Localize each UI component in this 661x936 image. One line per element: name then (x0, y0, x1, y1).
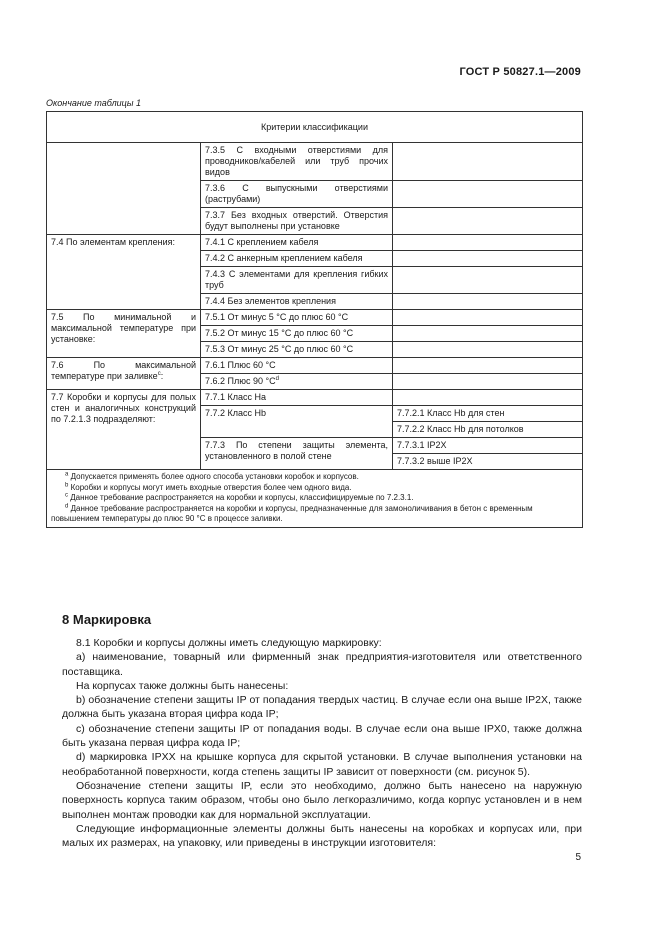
subcriterion-code: 7.7.2.2 (397, 424, 425, 434)
subcriterion-text: Класс Hb для стен (427, 408, 505, 418)
criterion-cell (201, 181, 393, 208)
subcriterion-code: 7.7.3.1 (397, 440, 425, 450)
criterion-cell (201, 342, 393, 358)
criterion-text: Без элементов крепления (227, 296, 336, 306)
criterion-text: По степени защиты элемента, установленного в полой стене (205, 440, 388, 461)
empty-cell (393, 181, 583, 208)
empty-cell (393, 143, 583, 181)
table-row (47, 235, 583, 251)
subcriterion-cell (393, 406, 583, 422)
group-title-cell (47, 235, 201, 310)
subcriterion-cell (393, 454, 583, 470)
criterion-text: Класс Ha (227, 392, 267, 402)
criterion-code: 7.5.1 (205, 312, 226, 322)
footnote-text: Данное требование распространяется на коробки и корпусы, предназначенные для замоноличивания в бетон с временным повышением температуры до плюс 90 °С в процессе заливки. (51, 503, 533, 523)
criterion-code: 7.6.2 (205, 376, 226, 386)
section-body (62, 636, 582, 850)
paragraph: b) обозначение степени защиты IP от попадания твердых частиц. В случае если она выше IP2X, также должна быть указана вторая цифра кода IP; (62, 694, 582, 721)
empty-cell (393, 374, 583, 390)
criterion-cell (201, 358, 393, 374)
footnote (51, 504, 578, 525)
criterion-code: 7.4.1 (205, 237, 226, 247)
criterion-code: 7.4.4 (205, 296, 226, 306)
column-header: Критерии классификации (47, 112, 583, 143)
subcriterion-text: выше IP2X (427, 456, 473, 466)
footnote (51, 472, 578, 483)
subcriterion-code: 7.7.3.2 (397, 456, 425, 466)
group-title: 7.6 По максимальной температуре при заливке (51, 360, 196, 381)
criterion-text: С элементами для крепления гибких труб (205, 269, 388, 290)
footnote-text: Данное требование распространяется на коробки и корпусы, классифицируемые по 7.2.3.1. (70, 493, 414, 502)
group-title: 7.7 Коробки и корпусы для полых стен и аналогичных конструкций по 7.2.1.3 подразделяют: (51, 392, 196, 424)
criterion-cell (201, 143, 393, 181)
table-caption: Окончание таблицы 1 (46, 98, 141, 108)
table-row (47, 390, 583, 406)
footnote (51, 483, 578, 494)
footnote-text: Допускается применять более одного способа установки коробок и корпусов. (70, 472, 359, 481)
criterion-text: Плюс 60 °С (227, 360, 276, 370)
criterion-cell (201, 208, 393, 235)
subcriterion-text: Класс Hb для потолков (427, 424, 524, 434)
table-row (47, 310, 583, 326)
empty-cell (393, 342, 583, 358)
group-title: 7.4 По элементам крепления: (51, 237, 175, 247)
criterion-cell (201, 235, 393, 251)
group-title-cell (47, 390, 201, 470)
empty-cell (393, 326, 583, 342)
group-title-end: : (160, 371, 164, 381)
criterion-cell (201, 294, 393, 310)
criterion-cell (201, 326, 393, 342)
empty-cell (393, 390, 583, 406)
page-number: 5 (575, 852, 581, 863)
subcriterion-cell (393, 422, 583, 438)
criterion-cell (201, 438, 393, 470)
group-title-cell (47, 143, 201, 235)
criterion-cell (201, 390, 393, 406)
footnote (51, 493, 578, 504)
criterion-code: 7.3.5 (205, 145, 226, 155)
criterion-text: От минус 15 °С до плюс 60 °С (227, 328, 354, 338)
criterion-code: 7.4.2 (205, 253, 226, 263)
notes-cell (47, 470, 583, 528)
paragraph: Обозначение степени защиты IP, если это необходимо, должно быть нанесено на наружную поверхность корпуса таким образом, чтобы оно было легкоразличимо, когда корпус установлен и в нем выполнен монтаж проводки как для нормальной эксплуатации. (62, 779, 582, 821)
criterion-code: 7.3.6 (205, 183, 226, 193)
criterion-cell (201, 374, 393, 390)
empty-cell (393, 267, 583, 294)
classification-table (46, 111, 583, 528)
empty-cell (393, 310, 583, 326)
criterion-text: С анкерным креплением кабеля (227, 253, 363, 263)
group-title-cell (47, 310, 201, 358)
criterion-code: 7.5.3 (205, 344, 226, 354)
group-title-cell (47, 358, 201, 390)
paragraph: 8.1 Коробки и корпусы должны иметь следующую маркировку: (76, 637, 382, 649)
group-title: 7.5 По минимальной и максимальной температуре при установке: (51, 312, 196, 344)
table-row (47, 143, 583, 181)
standard-designation: ГОСТ Р 50827.1—2009 (459, 66, 581, 78)
empty-cell (393, 208, 583, 235)
footnote-text: Коробки и корпусы могут иметь входные отверстия более чем одного вида. (70, 482, 352, 492)
criterion-code: 7.6.1 (205, 360, 226, 370)
footnote-mark: d (275, 376, 279, 382)
criterion-code: 7.5.2 (205, 328, 226, 338)
criterion-cell (201, 406, 393, 438)
criterion-text: Плюс 90 °С (227, 376, 276, 386)
paragraph: Следующие информационные элементы должны быть нанесены на коробках и корпусах или, при малых их размерах, на упаковку, или приведены в инструкции изготовителя: (62, 822, 582, 850)
footnote-mark: c (65, 492, 68, 499)
criterion-text: С выпускными отверстиями (раструбами) (205, 183, 388, 204)
footnote-mark: c (157, 371, 161, 377)
criterion-text: От минус 5 °С до плюс 60 °С (227, 312, 349, 322)
criterion-text: С креплением кабеля (227, 237, 319, 247)
criterion-code: 7.7.1 (205, 392, 226, 402)
criterion-cell (201, 310, 393, 326)
paragraph: На корпусах также должны быть нанесены: (76, 679, 289, 692)
footnote-mark: a (65, 471, 69, 478)
paragraph: а) наименование, товарный или фирменный знак предприятия-изготовителя или ответственного поставщика. (62, 651, 582, 678)
table-header-row (47, 112, 583, 143)
notes-row (47, 470, 583, 528)
criterion-text: Класс Hb (227, 408, 267, 418)
section-title: 8 Маркировка (62, 612, 152, 627)
empty-cell (393, 251, 583, 267)
footnote-mark: d (65, 502, 69, 509)
subcriterion-text: IP2X (427, 440, 447, 450)
criterion-code: 7.3.7 (205, 210, 226, 220)
paragraph: c) обозначение степени защиты IP от попадания воды. В случае если она выше IPX0, также должна быть указана первая цифра кода IP; (62, 722, 582, 750)
criterion-code: 7.4.3 (205, 269, 226, 279)
criterion-text: Без входных отверстий. Отверстия будут выполнены при установке (205, 210, 388, 231)
table-row (47, 358, 583, 374)
footnote-mark: b (65, 481, 69, 488)
criterion-cell (201, 251, 393, 267)
empty-cell (393, 294, 583, 310)
paragraph: d) маркировка IPXX на крышке корпуса для скрытой установки. В случае выполнения установки на необработанной поверхности, когда степень защиты IP зависит от поверхности (см. рисунок 5). (62, 751, 582, 778)
empty-cell (393, 235, 583, 251)
subcriterion-code: 7.7.2.1 (397, 408, 425, 418)
criterion-code: 7.7.3 (205, 440, 226, 450)
criterion-text: От минус 25 °С до плюс 60 °С (227, 344, 354, 354)
criterion-cell (201, 267, 393, 294)
criterion-text: С входными отверстиями для проводников/кабелей или труб прочих видов (205, 145, 388, 177)
criterion-code: 7.7.2 (205, 408, 226, 418)
subcriterion-cell (393, 438, 583, 454)
empty-cell (393, 358, 583, 374)
